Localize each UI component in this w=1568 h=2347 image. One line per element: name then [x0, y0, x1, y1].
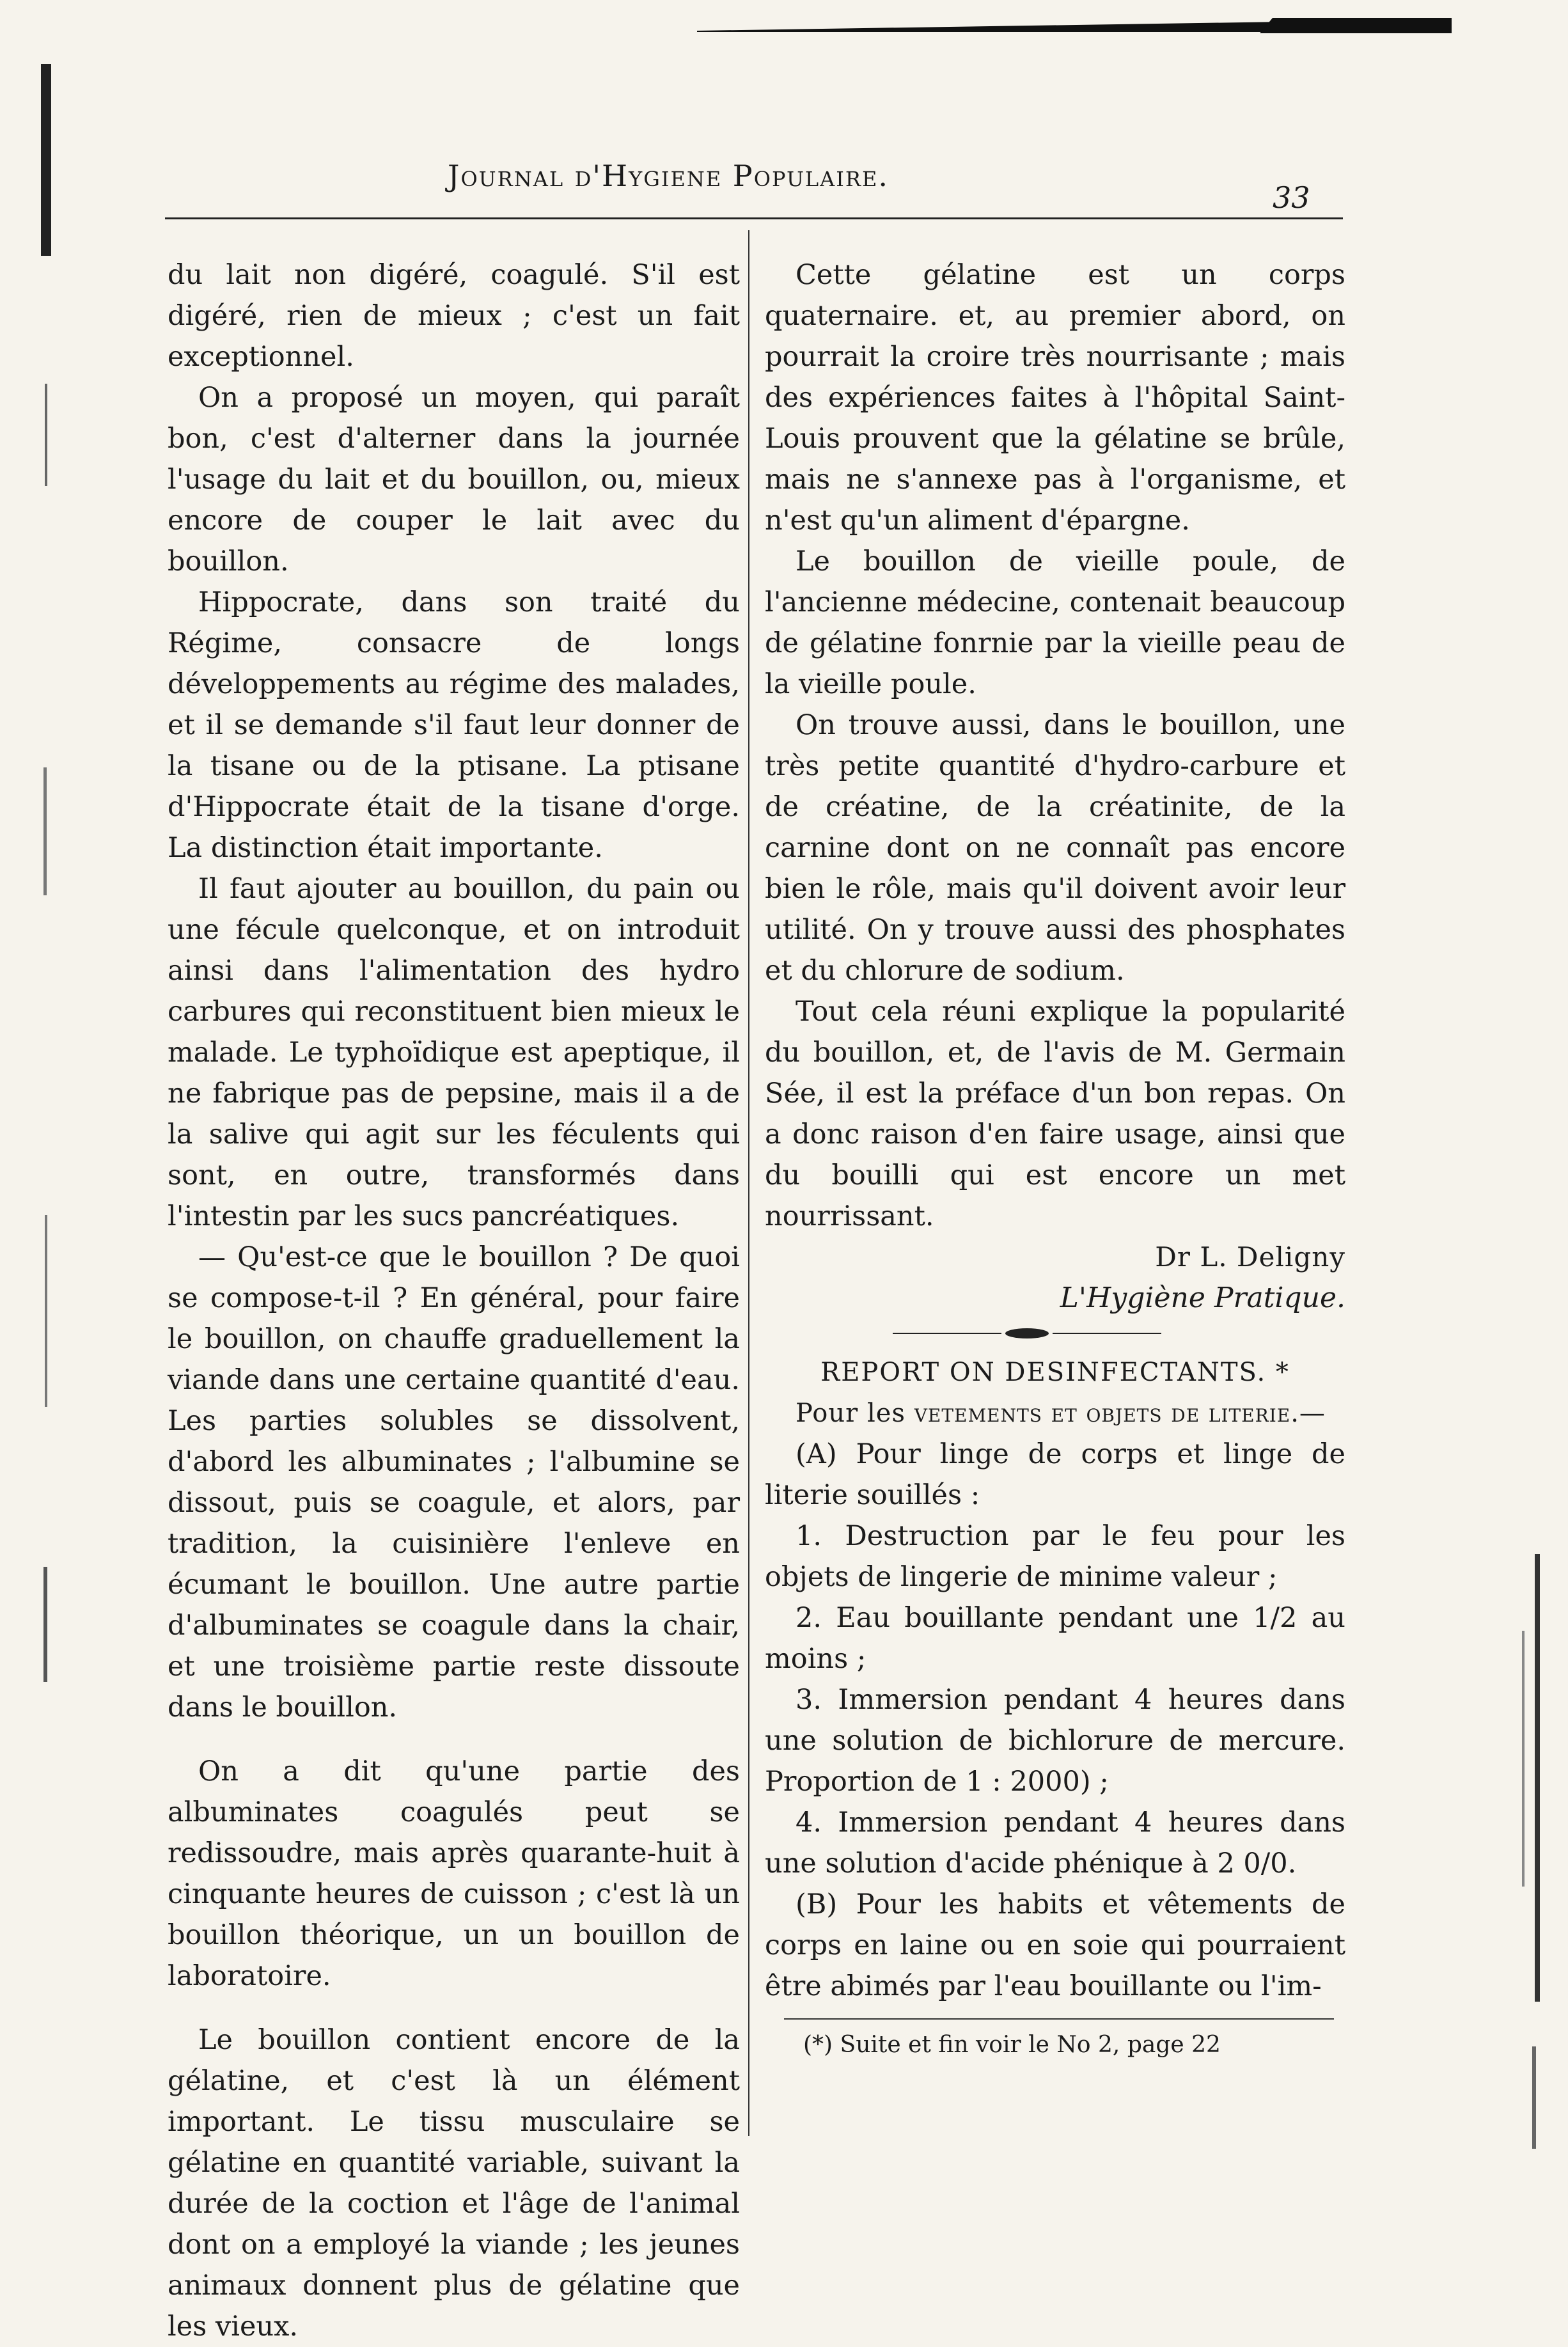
- footnote-rule: [784, 2018, 1334, 2020]
- source-citation: L'Hygiène Pratique.: [1060, 1282, 1345, 1314]
- right-column: [765, 255, 1345, 2062]
- paragraph: 2. Eau bouillante pendant une 1/2 au moins ;: [765, 1602, 1345, 1675]
- scan-left-edge-marks: [38, 64, 55, 2046]
- paragraph: (B) Pour les habits et vêtements de corps en laine ou en soie qui pourraient être abimés par l'eau bouillante ou l'im-: [765, 1888, 1345, 2002]
- footnote: (*) Suite et fin voir le No 2, page 22: [803, 2032, 1221, 2058]
- section-ornament: [765, 1321, 1345, 1349]
- paragraph: — Qu'est-ce que le bouillon ? De quoi se compose-t-il ? En général, pour faire le bouillon, on chauffe graduellement la viande dans une certaine quantité d'eau. Les parties solubles se dissolvent, d'abord les albuminates ; l'albumine se dissout, puis se coagule, et alors, par tradition, la cuisinière l'enleve en écumant le bouillon. Une autre partie d'albuminates se coagule dans la chair, et une troisième partie reste dissoute dans le bouillon.: [168, 1241, 740, 1723]
- column-divider: [748, 230, 749, 2136]
- paragraph: Tout cela réuni explique la popularité du bouillon, et, de l'avis de M. Germain Sée, il est la préface d'un bon repas. On a donc raison d'en faire usage, ainsi que du bouilli qui est encore un met nourrissant.: [765, 996, 1345, 1232]
- scan-top-rule: [697, 18, 1452, 33]
- paragraph: Il faut ajouter au bouillon, du pain ou une fécule quelconque, et on introduit ainsi dans l'alimentation des hydro carbures qui reconstituent bien mieux le malade. Le typhoïdique est apeptique, il ne fabrique pas de pepsine, mais il a de la salive qui agit sur les féculents qui sont, en outre, transformés dans l'intestin par les sucs pancréatiques.: [168, 873, 740, 1232]
- left-column: [168, 255, 740, 2347]
- paragraph: Cette gélatine est un corps quaternaire. et, au premier abord, on pourrait la croire très nourrisante ; mais des expériences faites à l'hôpital Saint-Louis prouvent que la gélatine se brûle, mais ne s'annexe pas à l'organisme, et n'est qu'un aliment d'épargne.: [765, 259, 1345, 537]
- section-title: REPORT ON DESINFECTANTS. *: [820, 1358, 1290, 1387]
- section-subheading: [765, 1393, 1345, 1434]
- paragraph: On a dit qu'une partie des albuminates coagulés peut se redissoudre, mais après quarante-huit à cinquante heures de cuisson ; c'est là un bouillon théorique, un un bouillon de laboratoire.: [168, 1755, 740, 1992]
- paragraph: 1. Destruction par le feu pour les objets de lingerie de minime valeur ;: [765, 1520, 1345, 1593]
- header-rule: [165, 217, 1343, 219]
- paragraph: Le bouillon contient encore de la gélatine, et c'est là un élément important. Le tissu musculaire se gélatine en quantité variable, suivant la durée de la coction et l'âge de l'animal dont on a employé la viande ; les jeunes animaux donnent plus de gélatine que les vieux.: [168, 2024, 740, 2343]
- paragraph: 3. Immersion pendant 4 heures dans une solution de bichlorure de mercure. Proportion de 1 : 2000) ;: [765, 1684, 1345, 1798]
- subheading-lead: Pour les: [796, 1399, 914, 1428]
- paragraph: Hippocrate, dans son traité du Régime, consacre de longs développements au régime des malades, et il se demande s'il faut leur donner de la tisane ou de la ptisane. La ptisane d'Hippocrate était de la tisane d'orge. La distinction était importante.: [168, 586, 740, 864]
- paragraph: On trouve aussi, dans le bouillon, une très petite quantité d'hydro-carbure et de créatine, de la créatinite, de la carnine dont on ne connaît pas encore bien le rôle, mais qu'il doivent avoir leur utilité. On y trouve aussi des phosphates et du chlorure de sodium.: [765, 709, 1345, 987]
- running-title: Journal d'Hygiene Populaire.: [448, 159, 890, 193]
- paragraph: (A) Pour linge de corps et linge de literie souillés :: [765, 1438, 1345, 1511]
- paragraph: du lait non digéré, coagulé. S'il est digéré, rien de mieux ; c'est un fait exceptionnel.: [168, 259, 740, 373]
- paragraph: On a proposé un moyen, qui paraît bon, c'est d'alterner dans la journée l'usage du lait et du bouillon, ou, mieux encore de couper le lait avec du bouillon.: [168, 382, 740, 577]
- paragraph: Le bouillon de vieille poule, de l'ancienne médecine, contenait beaucoup de gélatine fonrnie par la vieille peau de la vieille poule.: [765, 546, 1345, 700]
- scan-right-edge-marks: [1509, 1439, 1548, 2219]
- author-signature: Dr L. Deligny: [1155, 1241, 1345, 1273]
- paragraph: 4. Immersion pendant 4 heures dans une solution d'acide phénique à 2 0/0.: [765, 1807, 1345, 1880]
- page-number: 33: [1273, 180, 1310, 215]
- subheading-caps: vetements et objets de literie.—: [914, 1399, 1326, 1428]
